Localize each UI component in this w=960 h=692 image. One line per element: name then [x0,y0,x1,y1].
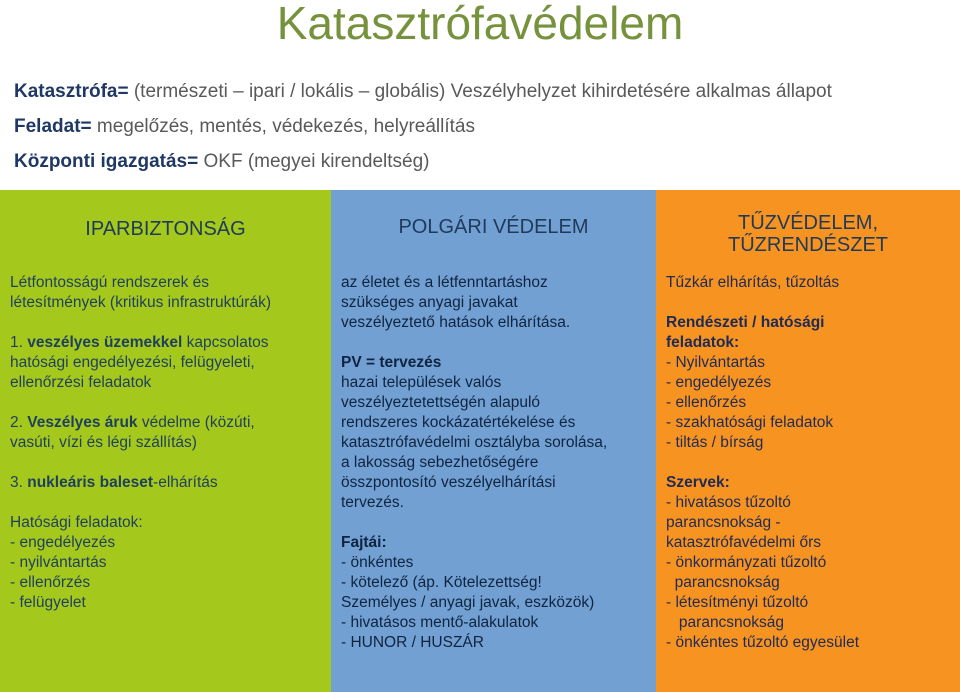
definition-katasztrofa [14,82,954,117]
pv-section [341,353,646,513]
item-number: 3. [10,474,28,491]
item-bold: veszélyes üzemekkel [27,334,183,351]
intro-line: szükséges anyagi javakat [341,294,518,311]
column-heading: POLGÁRI VÉDELEM [398,216,589,238]
list-item: - önkéntes tűzoltó egyesület [666,634,860,651]
intro-line: létesítmények (kritikus infrastruktúrák) [10,294,271,311]
bodies-title: Szervek: [666,474,730,491]
list-item: - önkormányzati tűzoltó [666,554,827,571]
authority-section [666,313,950,453]
heading-line: TŰZRENDÉSZET [728,234,888,256]
column-heading [666,190,950,273]
item-rest: kapcsolatos [182,334,269,351]
item-line [10,473,321,493]
spacer [341,513,646,533]
pv-title: PV = tervezés [341,354,442,371]
item-rest: -elhárítás [153,474,218,491]
intro-line: veszélyeztető hatások elhárítása. [341,314,571,331]
spacer [666,293,950,313]
item-rest: védelme (közúti, [137,414,255,431]
spacer [10,493,321,513]
list-item: - ellenőrzés [666,394,747,411]
intro-text [666,273,950,293]
spacer [10,393,321,413]
bodies-section [666,473,950,653]
list-item: parancsnokság - [666,514,781,531]
list-item: - szakhatósági feladatok [666,414,834,431]
list-item: - HUNOR / HUSZÁR [341,634,484,651]
definition-term: Központi igazgatás= [14,151,199,172]
heading-line: TŰZVÉDELEM, [737,212,879,234]
pv-line: a lakosság sebezhetőségére [341,454,539,471]
column-polgari-vedelem [331,190,656,692]
definitions [14,82,954,187]
column-heading: IPARBIZTONSÁG [85,218,246,240]
definition-term: Feladat= [14,116,92,137]
authority-title: feladatok: [666,334,740,351]
pv-line: veszélyeztetettségén alapuló [341,394,541,411]
intro-line: Tűzkár elhárítás, tűzoltás [666,274,840,291]
intro-line: Létfontosságú rendszerek és [10,274,210,291]
definition-text: megelőzés, mentés, védekezés, helyreállítás [91,116,475,137]
pv-line: katasztrófavédelmi osztályba sorolása, [341,434,608,451]
list-item: - Nyilvántartás [666,354,766,371]
spacer [10,453,321,473]
list-item: - tiltás / bírság [666,434,764,451]
list-item: - önkéntes [341,554,414,571]
item-number: 1. [10,334,28,351]
pv-line: rendszeres kockázatértékelése és [341,414,576,431]
types-section [341,533,646,653]
pv-line: tervezés. [341,494,404,511]
list-item: Személyes / anyagi javak, eszközök) [341,594,595,611]
spacer [10,313,321,333]
intro-line: az életet és a létfenntartáshoz [341,274,548,291]
item-veszelyes-aruk [10,413,321,453]
item-number: 2. [10,414,28,431]
list-item: - létesítményi tűzoltó [666,594,809,611]
list-item: - hivatásos tűzoltó [666,494,791,511]
page-title: Katasztrófavédelem [276,0,684,49]
types-title: Fajtái: [341,534,387,551]
item-nuklearis [10,473,321,493]
intro-text [10,273,321,313]
spacer [341,333,646,353]
list-item: - hivatásos mentő-alakulatok [341,614,539,631]
authority-title: Rendészeti / hatósági [666,314,825,331]
list-item: parancsnokság [666,614,785,631]
definition-kozponti-igazgatas [14,152,954,187]
item-line: vasúti, vízi és légi szállítás) [10,434,197,451]
spacer [666,453,950,473]
item-veszelyes-uzemek [10,333,321,393]
item-bold: nukleáris baleset [27,474,154,491]
list-item: - engedélyezés [10,534,116,551]
list-item: - nyilvántartás [10,554,107,571]
list-item: - engedélyezés [666,374,772,391]
column-iparbiztonsag [0,190,331,692]
intro-text [341,273,646,333]
list-item: - ellenőrzés [10,574,91,591]
item-bold: Veszélyes áruk [27,414,138,431]
item-line [10,413,321,433]
item-line: ellenőrzési feladatok [10,374,152,391]
pv-line: összpontosító veszélyelhárítási [341,474,556,491]
column-tuzvedelem [656,190,960,692]
list-item: katasztrófavédelmi őrs [666,534,822,551]
list-item: - kötelező (áp. Kötelezettség! [341,574,542,591]
definition-text: OKF (megyei kirendeltség) [198,151,430,172]
definition-term: Katasztrófa= [14,81,129,102]
pv-line: hazai települések valós [341,374,502,391]
duties-title: Hatósági feladatok: [10,514,143,531]
item-line: hatósági engedélyezési, felügyeleti, [10,354,255,371]
list-item: - felügyelet [10,594,86,611]
definition-text: (természeti – ipari / lokális – globális) Veszélyhelyzet kihirdetésére alkalmas állapot [128,81,832,102]
item-line [10,333,321,353]
definition-feladat [14,117,954,152]
duties-list [10,513,321,613]
list-item: parancsnokság [666,574,780,591]
